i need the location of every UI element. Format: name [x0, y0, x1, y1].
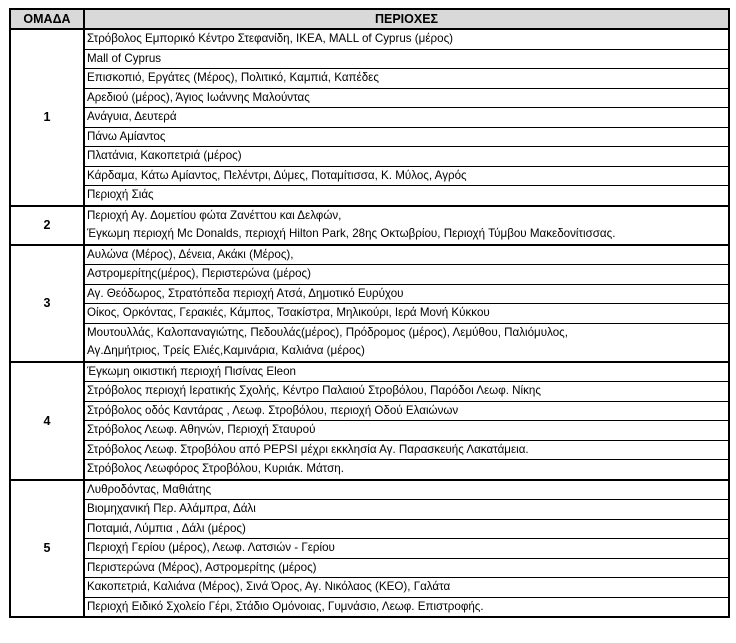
table-row: [10, 108, 729, 128]
area-cell: Mall of Cyprus: [84, 49, 729, 69]
table-row: [10, 362, 729, 382]
table-row: [10, 147, 729, 167]
table-row: [10, 480, 729, 500]
area-cell: Πλατάνια, Κακοπετριά (μέρος): [84, 147, 729, 167]
header-row: [10, 9, 729, 29]
group-number: 3: [10, 245, 84, 362]
area-cell: Βιομηχανική Περ. Αλάμπρα, Δάλι: [84, 500, 729, 520]
area-line: Έγκωμη περιοχή Mc Donalds, περιοχή Hilton Park, 28ης Οκτωβρίου, Περιοχή Τύμβου Μακεδονίτισσας.: [87, 226, 616, 240]
area-cell: Οίκος, Ορκόντας, Γερακιές, Κάμπος, Τσακίστρα, Μηλικούρι, Ιερά Μονή Κύκκου: [84, 304, 729, 324]
table-row: [10, 49, 729, 69]
table-row: [10, 166, 729, 186]
table-row: [10, 284, 729, 304]
area-cell: Στρόβολος οδός Καντάρας , Λεωφ. Στροβόλου, περιοχή Οδού Ελαιώνων: [84, 401, 729, 421]
table-row: [10, 401, 729, 421]
area-cell: Αγ. Θεόδωρος, Στρατόπεδα περιοχή Ατσά, Δημοτικό Ευρύχου: [84, 284, 729, 304]
table-row: [10, 597, 729, 617]
table-row: [10, 265, 729, 285]
area-cell: Ανάγυια, Δευτερά: [84, 108, 729, 128]
area-cell: Κάρδαμα, Κάτω Αμίαντος, Πελέντρι, Δύμες, Ποταμίτισσα, Κ. Μύλος, Αγρός: [84, 166, 729, 186]
table-row: [10, 539, 729, 559]
area-cell: Λυθροδόντας, Μαθιάτης: [84, 480, 729, 500]
area-cell: Στρόβολος Λεωφ. Στροβόλου από PEPSI μέχρι εκκλησία Αγ. Παρασκευής Λακατάμεια.: [84, 440, 729, 460]
table-row: [10, 245, 729, 265]
table-row: [10, 88, 729, 108]
table-row: [10, 578, 729, 598]
area-cell: [84, 206, 729, 245]
table-row: [10, 519, 729, 539]
area-cell: Αυλώνα (Μέρος), Δένεια, Ακάκι (Μέρος),: [84, 245, 729, 265]
area-cell: Πάνω Αμίαντος: [84, 127, 729, 147]
table-row: [10, 382, 729, 402]
area-line: Μουτουλλάς, Καλοπαναγιώτης, Πεδουλάς(μέρος), Πρόδρομος (μέρος), Λεμύθου, Παλιόμυλος,: [87, 325, 568, 339]
area-cell: Περιστερώνα (Μέρος), Αστρομερίτης (μέρος): [84, 558, 729, 578]
table-row: [10, 440, 729, 460]
area-cell: Περιοχή Γερίου (μέρος), Λεωφ. Λατσιών - Γερίου: [84, 539, 729, 559]
table-row: [10, 421, 729, 441]
table-body: [10, 29, 729, 617]
area-cell: Στρόβολος Λεωφόρος Στροβόλου, Κυριάκ. Μάτση.: [84, 460, 729, 480]
area-line: Αγ.Δημήτριος, Τρείς Ελιές,Καμινάρια, Καλιάνα (μέρος): [87, 343, 365, 357]
group-number: 2: [10, 206, 84, 245]
area-cell: Περιοχή Ειδικό Σχολείο Γέρι, Στάδιο Ομόνοιας, Γυμνάσιο, Λεωφ. Επιστροφής.: [84, 597, 729, 617]
table-row: [10, 29, 729, 49]
area-cell: Περιοχή Σιάς: [84, 186, 729, 206]
table-row: [10, 500, 729, 520]
table-row: [10, 323, 729, 362]
area-cell: [84, 323, 729, 362]
header-areas: ΠΕΡΙΟΧΕΣ: [84, 9, 729, 29]
area-cell: Αρεδιού (μέρος), Άγιος Ιωάννης Μαλούντας: [84, 88, 729, 108]
header-group: ΟΜΑΔΑ: [10, 9, 84, 29]
group-number: 4: [10, 362, 84, 480]
table-row: [10, 127, 729, 147]
table-row: [10, 460, 729, 480]
area-cell: Στρόβολος Εμπορικό Κέντρο Στεφανίδη, IKEA, MALL of Cyprus (μέρος): [84, 29, 729, 49]
area-cell: Στρόβολος περιοχή Ιερατικής Σχολής, Κέντρο Παλαιού Στροβόλου, Παρόδοι Λεωφ. Νίκης: [84, 382, 729, 402]
table-row: [10, 206, 729, 245]
area-cell: Αστρομερίτης(μέρος), Περιστερώνα (μέρος): [84, 265, 729, 285]
area-cell: Έγκωμη οικιστική περιοχή Πισίνας Eleon: [84, 362, 729, 382]
area-cell: Στρόβολος Λεωφ. Αθηνών, Περιοχή Σταυρού: [84, 421, 729, 441]
area-line: Περιοχή Αγ. Δομετίου φώτα Ζανέττου και Δελφών,: [87, 208, 342, 222]
areas-table: [9, 8, 730, 618]
area-cell: Ποταμιά, Λύμπια , Δάλι (μέρος): [84, 519, 729, 539]
group-number: 5: [10, 480, 84, 618]
table-row: [10, 69, 729, 89]
area-cell: Κακοπετριά, Καλιάνα (Μέρος), Σινά Όρος, Αγ. Νικόλαος (ΚΕΟ), Γαλάτα: [84, 578, 729, 598]
table-row: [10, 558, 729, 578]
area-cell: Επισκοπιό, Εργάτες (Μέρος), Πολιτικό, Καμπιά, Καπέδες: [84, 69, 729, 89]
table-row: [10, 186, 729, 206]
table-row: [10, 304, 729, 324]
group-number: 1: [10, 29, 84, 206]
